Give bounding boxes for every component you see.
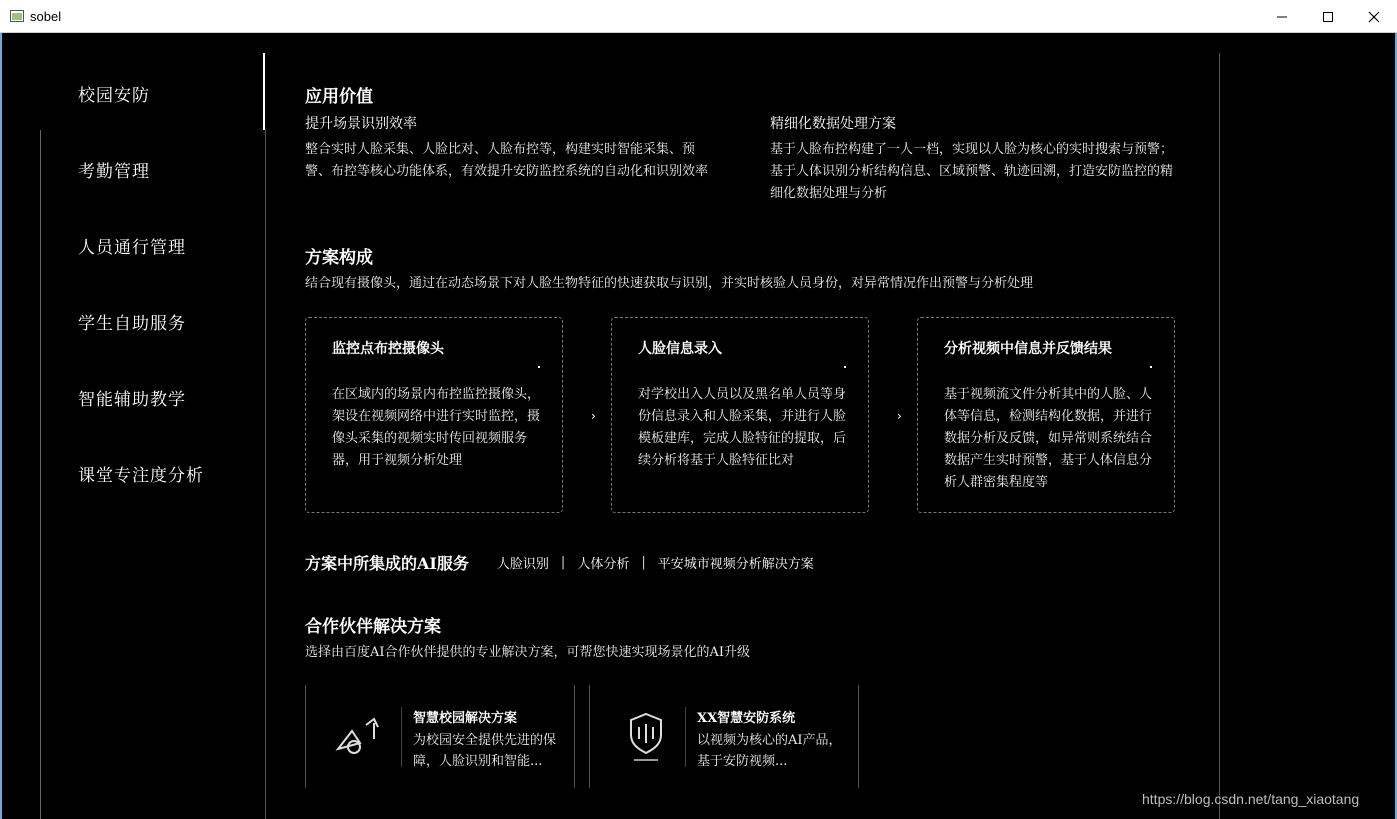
card-body: 在区域内的场景内布控监控摄像头，架设在视频网络中进行实时监控，摄像头采集的视频实时传回视频服务器，用于视频分析处理 [332,387,541,468]
card-dot [538,366,540,368]
value-right-subtitle: 精细化数据处理方案 [770,116,896,132]
partner-title: XX智慧安防系统 [697,711,796,726]
sidebar-item-student-self-service[interactable]: 学生自助服务 [78,314,186,334]
service-link-safe-city[interactable]: 平安城市视频分析解决方案 [657,556,814,572]
maximize-icon [1322,11,1334,23]
sidebar-divider-right [265,130,266,819]
sidebar-item-campus-security[interactable]: 校园安防 [78,86,150,106]
separator: | [641,554,646,570]
sidebar-divider-left [40,130,41,819]
sidebar-item-access-control[interactable]: 人员通行管理 [78,238,186,258]
partner-desc: 以视频为核心的AI产品，基于安防视频... [697,733,842,769]
smart-campus-logo-icon [332,709,394,765]
ai-services-row [305,551,814,573]
value-section-title: 应用价值 [305,87,373,107]
ai-services-title: 方案中所集成的AI服务 [305,553,469,573]
partner-desc: 为校园安全提供先进的保障，人脸识别和智能... [413,733,557,769]
window-border-left [0,33,2,819]
maximize-button[interactable] [1305,0,1351,33]
chevron-right-icon: › [897,409,902,423]
partner-card-smart-campus[interactable] [305,685,575,788]
minimize-button[interactable] [1259,0,1305,33]
separator: | [560,554,566,570]
partners-section-title: 合作伙伴解决方案 [305,617,441,637]
card-dot [1150,366,1152,368]
close-icon [1368,11,1380,23]
minimize-icon [1276,11,1288,23]
card-title: 监控点布控摄像头 [332,341,444,357]
partner-divider [685,707,686,767]
composition-card-face-entry [611,317,869,513]
composition-card-camera [305,317,563,513]
composition-section-title: 方案构成 [305,248,373,268]
watermark-text: https://blog.csdn.net/tang_xiaotang [1142,791,1360,807]
partner-title: 智慧校园解决方案 [413,711,518,726]
sidebar-item-class-focus[interactable]: 课堂专注度分析 [78,466,204,486]
card-title: 分析视频中信息并反馈结果 [944,341,1112,357]
value-left-subtitle: 提升场景识别效率 [305,116,417,132]
sidebar-item-attendance[interactable]: 考勤管理 [78,162,150,182]
window-title: sobel [30,9,62,24]
card-title: 人脸信息录入 [638,341,722,357]
card-dot [844,366,846,368]
service-link-face-recognition[interactable]: 人脸识别 [496,556,549,572]
sidebar-active-indicator [263,53,265,130]
shield-logo-icon [626,711,666,763]
window-titlebar [0,0,1397,33]
value-left-text: 整合实时人脸采集、人脸比对、人脸布控等，构建实时智能采集、预警、布控等核心功能体系，有效提升安防监控系统的自动化和识别效率 [305,142,709,179]
partners-intro: 选择由百度AI合作伙伴提供的专业解决方案，可帮您快速实现场景化的AI升级 [305,645,751,660]
composition-card-analysis [917,317,1175,513]
sidebar-item-smart-teaching[interactable]: 智能辅助教学 [78,390,186,410]
content-divider-right [1219,53,1220,819]
app-icon [10,10,24,22]
card-body: 基于视频流文件分析其中的人脸、人体等信息，检测结构化数据，并进行数据分析及反馈，如异常则系统结合数据产生实时预警，基于人体信息分析人群密集程度等 [944,387,1153,490]
close-button[interactable] [1351,0,1397,33]
composition-intro: 结合现有摄像头，通过在动态场景下对人脸生物特征的快速获取与识别，并实时核验人员身份，对异常情况作出预警与分析处理 [305,276,1034,291]
card-body: 对学校出入人员以及黑名单人员等身份信息录入和人脸采集，并进行人脸模板建库，完成人脸特征的提取，后续分析将基于人脸特征比对 [638,387,847,468]
value-right-text: 基于人脸布控构建了一人一档，实现以人脸为核心的实时搜索与预警；基于人体识别分析结构信息、区域预警、轨迹回溯，打造安防监控的精细化数据处理与分析 [770,142,1174,201]
partner-card-security-system[interactable] [589,685,859,788]
service-link-body-analysis[interactable]: 人体分析 [577,556,630,572]
partner-divider [401,707,402,767]
chevron-right-icon: › [591,409,596,423]
